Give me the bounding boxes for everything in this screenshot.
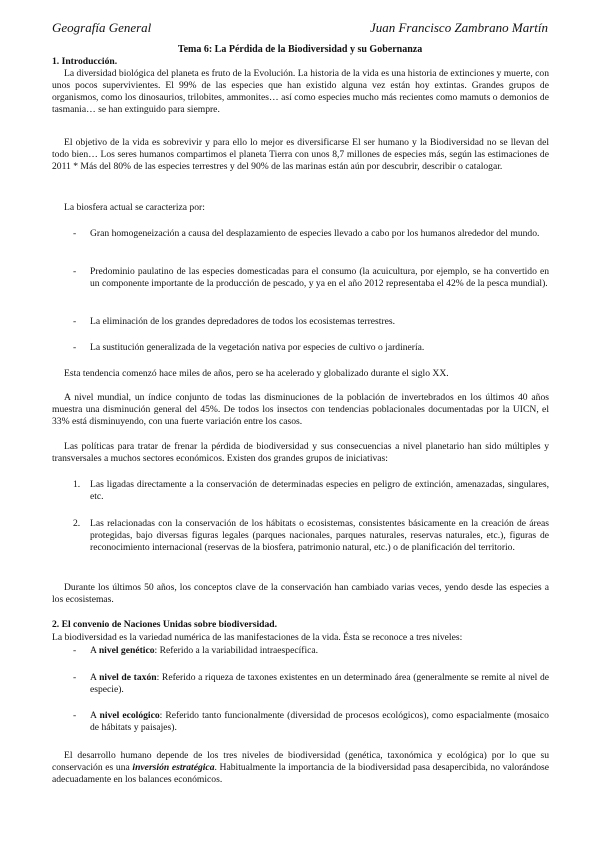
level-description: : Referido a la variabilidad intraespecífica. [154,645,319,656]
numbered-item [73,518,549,554]
number-marker: 2. [73,518,81,529]
list-item [73,228,549,240]
intro-paragraph-3: La biosfera actual se caracteriza por: [64,202,205,213]
list-item [73,342,549,354]
bullet-marker: - [73,672,77,683]
bullet-text: Predominio paulatino de las especies domesticadas para el consumo (la acuicultura, por ejemplo, se ha convertido en un componente importante de la producción de pescado, y ya en el año 2012 representaba el 42% de la pesca mundial). [90,266,549,289]
list-item [73,645,549,657]
numbered-text: Las relacionadas con la conservación de los hábitats o ecosistemas, consistentes básicamente en la creación de áreas protegidas, bajo diversas figuras legales (parques nacionales, parques naturales, reservas naturales, etc.), figuras de reconocimiento internacional (reservas de la biosfera, patrimonio natural, etc.) o de planificación del territorio. [90,518,549,553]
level-term: nivel genético [98,645,155,656]
intro-paragraph-1: La diversidad biológica del planeta es fruto de la Evolución. La historia de la vida es una historia de extinciones y muerte, con unos pocos supervivientes. El 99% de las especies que han existido alguna vez están hoy extintas. Grandes grupos de organismos, como los dinosaurios, trilobites, ammonites… así como especies mucho más recientes como mamuts o demonios de tasmania… se han extinguido para siempre. [52,68,549,115]
bullet-marker: - [73,316,77,327]
list-item [73,672,549,696]
document-title: Tema 6: La Pérdida de la Biodiversidad y su Gobernanza [177,44,423,55]
bullet-marker: - [73,342,77,353]
bullet-text: La eliminación de los grandes depredadores de todos los ecosistemas terrestres. [90,316,396,327]
bullet-marker: - [73,266,77,277]
list-item [73,316,549,328]
intro-paragraph-7: Durante los últimos 50 años, los conceptos clave de la conservación han cambiado varias veces, yendo desde las especies a los ecosistemas. [52,582,549,605]
closing-text-after: . Habitualmente la importancia de la biodiversidad pasa desapercibida, no valorándose adecuadamente en los balances económicos. [52,762,549,785]
number-marker: 1. [73,479,81,490]
header-author-name: Juan Francisco Zambrano Martín [369,20,548,35]
bullet-marker: - [73,645,77,656]
closing-emphasis: inversión estratégica [132,762,215,773]
list-item [73,266,549,290]
header-course-name: Geografía General [52,20,152,35]
closing-paragraph [52,750,549,786]
level-term: nivel de taxón [99,672,157,683]
intro-paragraph-4: Esta tendencia comenzó hace miles de años, pero se ha acelerado y globalizado durante el siglo XX. [64,368,449,379]
bullet-marker: - [73,228,77,239]
section-2-heading: 2. El convenio de Naciones Unidas sobre biodiversidad. [52,619,278,630]
bullet-text: La sustitución generalizada de la vegetación nativa por especies de cultivo o jardinería. [90,342,425,353]
closing-text-before: El desarrollo humano depende de los tres niveles de biodiversidad (genética, taxonómica y ecológica) por lo que su conservación es una [52,750,549,773]
section-1-heading: 1. Introducción. [52,56,118,67]
section-2-intro: La biodiversidad es la variedad numérica de las manifestaciones de la vida. Ésta se reconoce a tres niveles: [52,632,463,643]
level-description: : Referido a riqueza de taxones existentes en un determinado área (generalmente se remite al nivel de especie). [90,672,549,695]
bullet-marker: - [73,710,77,721]
intro-paragraph-5: A nivel mundial, un índice conjunto de todas las disminuciones de la población de invertebrados en los últimos 40 años muestra una disminución general del 45%. De todos los insectos con tendencias poblacionales documentadas por la UICN, el 33% está disminuyendo, con una fuerte variación entre los casos. [52,392,549,427]
intro-paragraph-6: Las políticas para tratar de frenar la pérdida de biodiversidad y sus consecuencias a nivel planetario han sido múltiples y transversales a muchos sectores económicos. Existen dos grandes grupos de iniciativas: [52,441,549,464]
list-item [73,710,549,734]
numbered-text: Las ligadas directamente a la conservación de determinadas especies en peligro de extinción, amenazadas, singulares, etc. [90,479,549,502]
level-term: nivel ecológico [99,710,160,721]
level-prefix: A [90,645,99,656]
bullet-text: Gran homogeneización a causa del desplazamiento de especies llevado a cabo por los humanos alrededor del mundo. [90,228,540,239]
level-prefix: A [90,710,100,721]
numbered-item [73,479,549,503]
intro-paragraph-2: El objetivo de la vida es sobrevivir y para ello lo mejor es diversificarse El ser humano y la Biodiversidad no se llevan del todo bien… Los seres humanos compartimos el planeta Tierra con unos 8,7 millones de especies más, según las estimaciones de 2011 * Más del 80% de las especies terrestres y del 90% de las marinas están aún por descubrir, describir o catalogar. [52,137,549,172]
level-description: : Referido tanto funcionalmente (diversidad de procesos ecológicos), como espacialmente (mosaico de hábitats y paisajes). [90,710,549,733]
level-prefix: A [90,672,100,683]
